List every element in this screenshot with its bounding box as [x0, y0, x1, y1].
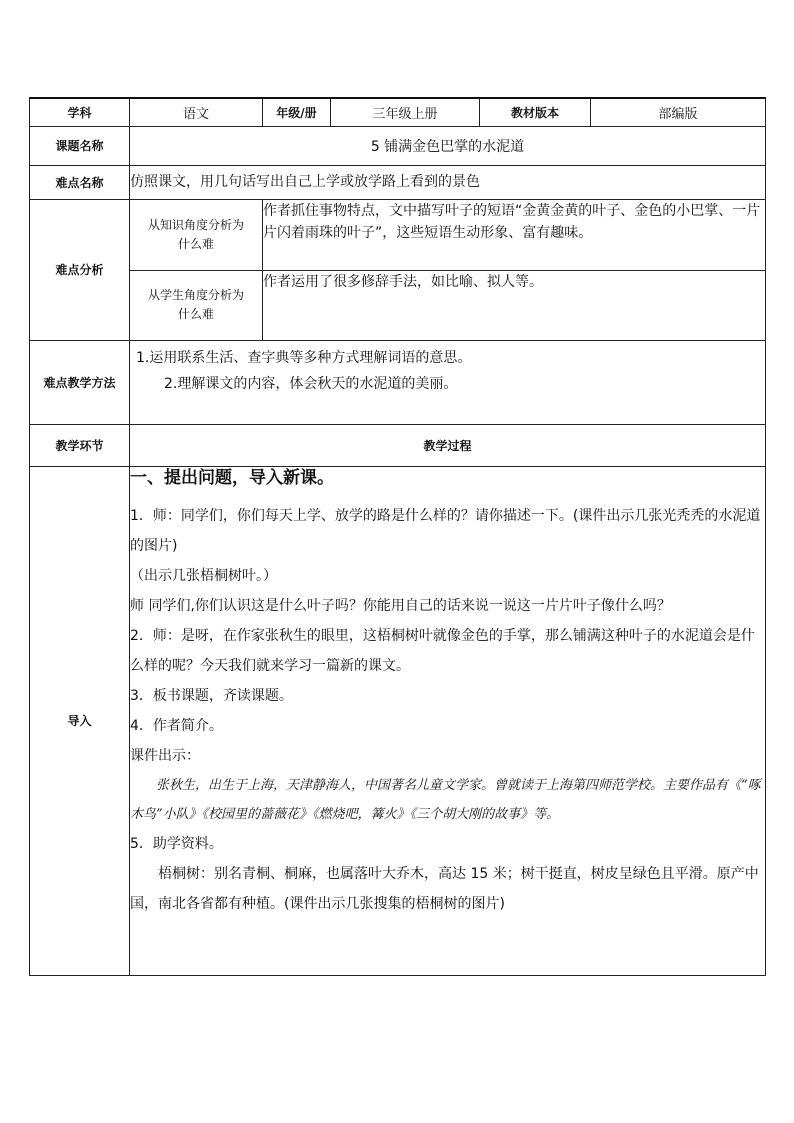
edition-value: 部编版	[591, 98, 766, 126]
intro-heading: 一、提出问题，导入新课。	[130, 467, 334, 488]
analysis-student-label-line2: 什么难	[177, 307, 214, 321]
grade-value: 三年级上册	[331, 98, 480, 126]
analysis-student-row	[30, 270, 766, 340]
header-row	[30, 98, 766, 126]
lesson-plan-table	[29, 97, 766, 976]
subject-label: 学科	[30, 98, 130, 126]
intro-paragraph-1: 1．师：同学们，你们每天上学、放学的路是什么样的？请你描述一下。(课件出示几张光秃秃的水泥道的图片)	[130, 507, 761, 554]
method-row	[30, 340, 766, 424]
analysis-knowledge-label-line2: 什么难	[177, 236, 214, 251]
analysis-knowledge-text: 作者抓住事物特点，文中描写叶子的短语“金黄金黄的叶子、金色的小巴掌、一片片闪着雨珠的叶子”，这些短语生动形象、富有趣味。	[263, 199, 766, 270]
analysis-student-text: 作者运用了很多修辞手法，如比喻、拟人等。	[263, 270, 766, 340]
author-quote: 张秋生，出生于上海，天津静海人，中国著名儿童文学家。曾就读于上海第四师范学校。主要作品有《“啄木鸟”小队》《校园里的蔷薇花》《燃烧吧，篝火》《三个胡大刚的故事》等。	[130, 777, 761, 822]
lesson-title-label: 课题名称	[30, 126, 130, 165]
difficulty-label: 难点名称	[30, 165, 130, 199]
edition-label: 教材版本	[480, 98, 591, 126]
intro-stage-label: 导入	[30, 466, 130, 975]
intro-item5-text: 梧桐树：别名青桐、桐麻，也属落叶大乔木，高达 15 米；树干挺直，树皮呈绿色且平滑。原产中国，南北各省都有种植。(课件出示几张搜集的梧桐树的图片)	[130, 865, 759, 912]
method-label: 难点教学方法	[30, 340, 130, 424]
analysis-student-label	[130, 270, 263, 340]
intro-process-cell	[130, 466, 766, 975]
difficulty-row	[30, 165, 766, 199]
analysis-knowledge-label-line1: 从知识角度分析为	[147, 217, 244, 232]
lesson-title-row	[30, 126, 766, 165]
process-header-row	[30, 424, 766, 466]
grade-label: 年级/册	[263, 98, 331, 126]
analysis-label: 难点分析	[30, 199, 130, 340]
method-item-1: 1.运用联系生活、查字典等多种方式理解词语的意思。	[136, 349, 472, 366]
intro-paragraph-4: 2．师：是呀，在作家张秋生的眼里，这梧桐树叶就像金色的手掌，那么铺满这种叶子的水泥道会是什么样的呢？今天我们就来学习一篇新的课文。	[130, 627, 755, 674]
intro-paragraph-6: 4．作者简介。	[130, 717, 223, 734]
analysis-knowledge-label	[130, 199, 263, 270]
intro-row	[30, 466, 766, 975]
process-header: 教学过程	[130, 424, 766, 466]
method-cell	[130, 340, 766, 424]
intro-paragraph-2: （出示几张梧桐树叶。）	[130, 567, 277, 584]
difficulty-value: 仿照课文，用几句话写出自己上学或放学路上看到的景色	[130, 165, 766, 199]
method-item-2: 2.理解课文的内容，体会秋天的水泥道的美丽。	[164, 375, 458, 392]
analysis-knowledge-row	[30, 199, 766, 270]
lesson-title-value: 5 铺满金色巴掌的水泥道	[130, 126, 766, 165]
intro-paragraph-7: 课件出示：	[130, 747, 200, 764]
analysis-student-label-line1: 从学生角度分析为	[147, 288, 244, 302]
subject-value: 语文	[130, 98, 263, 126]
stage-header: 教学环节	[30, 424, 130, 466]
intro-item5: 5．助学资料。	[130, 835, 223, 852]
intro-paragraph-5: 3．板书课题，齐读课题。	[130, 687, 293, 704]
intro-paragraph-3: 师 同学们,你们认识这是什么叶子吗？你能用自己的话来说一说这一片片叶子像什么吗？	[130, 597, 671, 614]
